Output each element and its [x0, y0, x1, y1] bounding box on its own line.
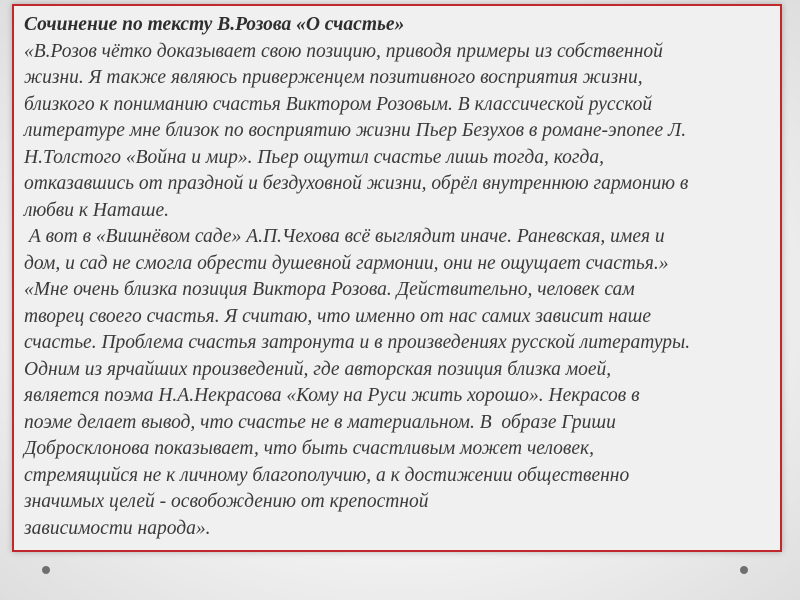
essay-line: «Мне очень близка позиция Виктора Розова. Действительно, человек сам — [24, 279, 635, 300]
essay-frame — [12, 4, 782, 552]
essay-line: близкого к пониманию счастья Виктором Розовым. В классической русской — [24, 93, 653, 115]
essay-line: Н.Толстого «Война и мир». Пьер ощутил счастье лишь тогда, когда, — [24, 146, 605, 168]
essay-line: Добросклонова показывает, что быть счастливым может человек, — [24, 438, 595, 459]
essay-line: счастье. Проблема счастья затронута и в произведениях русской литературы. — [24, 332, 691, 353]
essay-line: Одним из ярчайших произведений, где авторская позиция близка моей, — [24, 358, 612, 380]
essay-line: любви к Наташе. — [24, 199, 170, 221]
essay-text — [24, 12, 776, 542]
decorative-dot-icon — [42, 566, 50, 574]
essay-line: литературе мне близок по восприятию жизни Пьер Безухов в романе-эпопее Л. — [24, 120, 687, 141]
essay-line: является поэма Н.А.Некрасова «Кому на Руси жить хорошо». Некрасов в — [24, 385, 640, 406]
essay-line: стремящийся не к личному благополучию, а к достижении общественно — [24, 464, 630, 486]
essay-line: поэме делает вывод, что счастье не в материальном. В образе Гриши — [24, 411, 616, 433]
essay-line: отказавшись от праздной и бездуховной жизни, обрёл внутреннюю гармонию в — [24, 173, 689, 194]
decorative-dot-icon — [740, 566, 748, 574]
essay-title: Сочинение по тексту В.Розова «О счастье» — [24, 14, 405, 35]
essay-line: жизни. Я также являюсь приверженцем позитивного восприятия жизни, — [24, 67, 643, 88]
essay-line: дом, и сад не смогла обрести душевной гармонии, они не ощущает счастья.» — [24, 252, 669, 274]
essay-line: зависимости народа». — [24, 517, 211, 539]
essay-line: А вот в «Вишнёвом саде» А.П.Чехова всё выглядит иначе. Раневская, имея и — [24, 226, 665, 247]
essay-line: творец своего счастья. Я считаю, что именно от нас самих зависит наше — [24, 305, 652, 327]
essay-line: «В.Розов чётко доказывает свою позицию, приводя примеры из собственной — [24, 40, 663, 62]
essay-line: значимых целей - освобождению от крепостной — [24, 491, 429, 512]
